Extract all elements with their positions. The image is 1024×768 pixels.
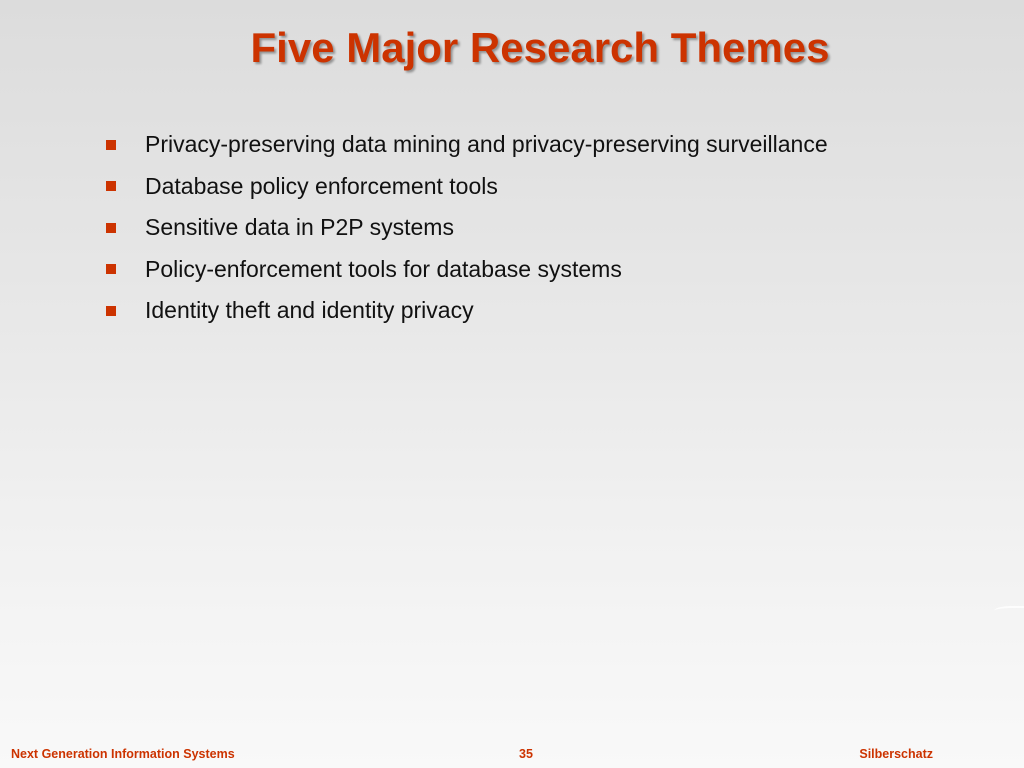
footer-page-number: 35: [519, 747, 533, 761]
bullet-text: Privacy-preserving data mining and privacy-preserving surveillance: [145, 131, 828, 158]
bullet-text: Policy-enforcement tools for database systems: [145, 255, 622, 282]
square-bullet-icon: [106, 264, 116, 274]
bullet-item: [104, 290, 828, 332]
footer-author: Silberschatz: [859, 747, 933, 761]
bullet-text: Identity theft and identity privacy: [145, 297, 474, 324]
footer-course-title: Next Generation Information Systems: [11, 747, 235, 761]
bullet-list: [104, 124, 828, 332]
bullet-item: [104, 124, 828, 166]
bullet-item: [104, 207, 828, 249]
square-bullet-icon: [106, 223, 116, 233]
square-bullet-icon: [106, 140, 116, 150]
slide-title: Five Major Research Themes: [250, 24, 830, 71]
decorative-swoosh: [994, 606, 1024, 614]
square-bullet-icon: [106, 306, 116, 316]
bullet-text: Database policy enforcement tools: [145, 172, 498, 199]
square-bullet-icon: [106, 181, 116, 191]
bullet-item: [104, 166, 828, 208]
bullet-item: [104, 249, 828, 291]
bullet-text: Sensitive data in P2P systems: [145, 214, 454, 241]
